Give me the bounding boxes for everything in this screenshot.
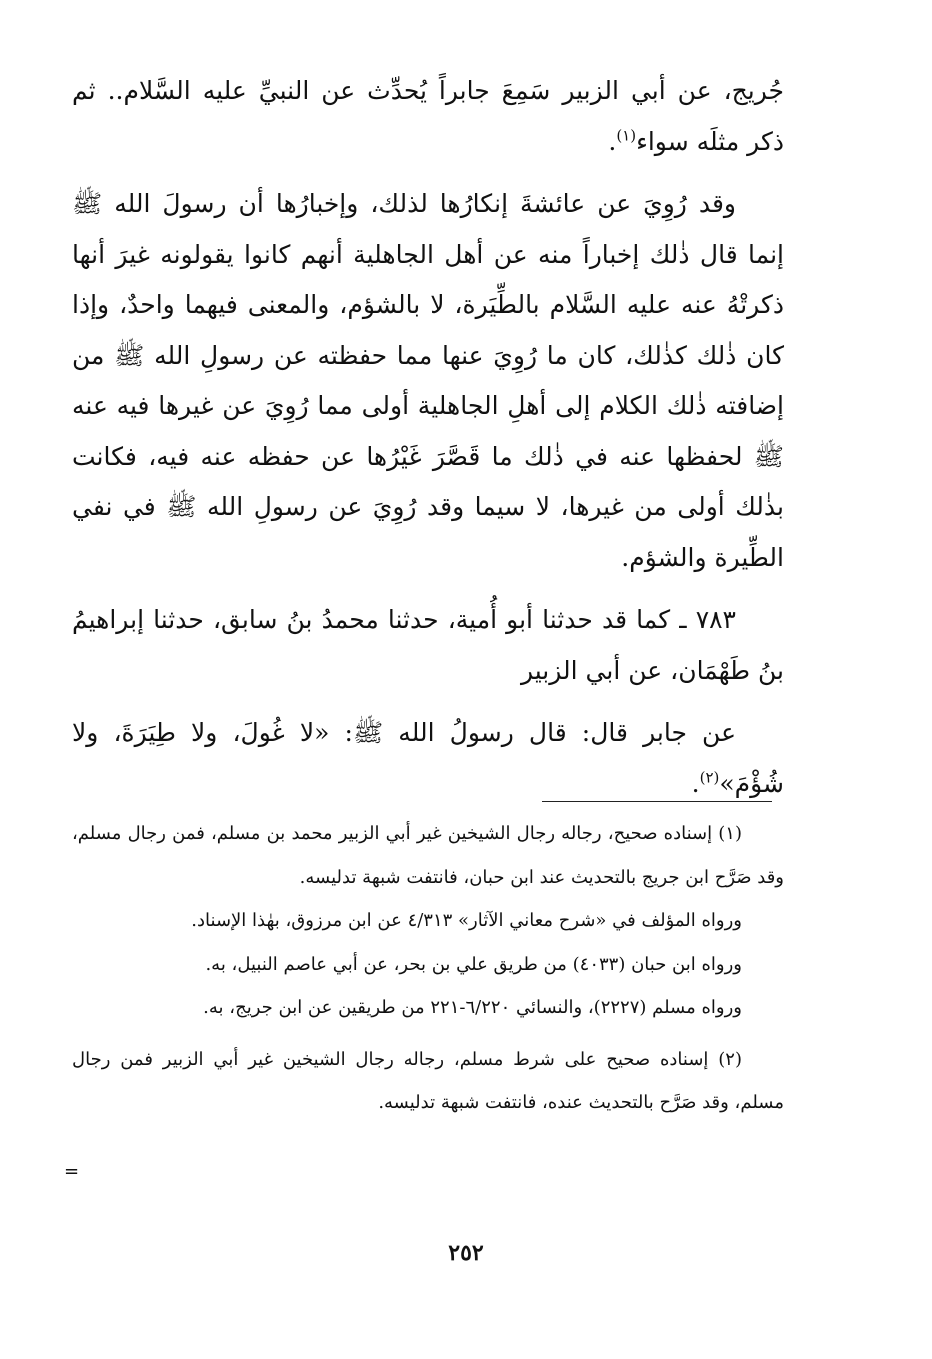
hadith-783-matn (72, 708, 784, 809)
footnote-1-line-4: ورواه مسلم (٢٢٢٧)، والنسائي ٦/٢٢٠-٢٢١ من طريقين عن ابن جريج، به. (203, 997, 742, 1018)
footnote-2: (٢) إسناده صحيح على شرط مسلم، رجاله رجال الشيخين غير أبي الزبير فمن رجال مسلم، وقد صَرَّح بالتحديث عنده، فانتفت شبهة تدليسه. (72, 1048, 784, 1113)
footnote-1-line-3: ورواه ابن حبان (٤٠٣٣) من طريق علي بن بحر، عن أبي عاصم النبيل، به. (205, 953, 742, 975)
hadith-783-matn-end: . (691, 768, 700, 798)
main-text (72, 66, 784, 809)
hadith-783-matn-text: عن جابر قال: قال رسولُ الله ﷺ: «لا غُولَ، ولا طِيَرَةَ، ولا شُؤْمَ» (72, 718, 784, 798)
paragraph-1-text: جُريج، عن أبي الزبير سَمِعَ جابراً يُحدِّث عن النبيِّ عليه السَّلام.. ثم ذكر مثلَه سواء (72, 76, 784, 156)
footnote-1: (١) إسناده صحيح، رجاله رجال الشيخين غير أبي الزبير محمد بن مسلم، فمن رجال مسلم، وقد صَرَّح ابن جريج بالتحديث عند ابن حبان، فانتفت شبهة تدليسه. (72, 823, 784, 888)
paragraph-1 (72, 66, 784, 167)
continuation-mark: = (64, 1161, 80, 1182)
footnote-1-line-2: ورواه المؤلف في «شرح معاني الآثار» ٤/٣١٣ عن ابن مرزوق، بهٰذا الإسناد. (191, 910, 742, 931)
paragraph-2: وقد رُوِيَ عن عائشةَ إنكارُها لذلك، وإخبارُها أن رسولَ الله ﷺ إنما قال ذٰلك إخباراً منه عن أهل الجاهلية أنهم كانوا يقولونه غيرَ أنها ذكرتْهُ عنه عليه السَّلام بالطِّيَرة، لا بالشؤم، والمعنى فيهما واحدٌ، وإذا كان ذٰلك كذٰلك، كان ما رُوِيَ عنها مما حفظته عن رسولِ الله ﷺ من إضافته ذٰلك الكلام إلى أهلِ الجاهلية أولى مما رُوِيَ عن غيرها فيه عنه ﷺ لحفظها عنه في ذٰلك ما قَصَّرَ غَيْرُها عن حفظه عنه فيه، فكانت بذٰلك أولى من غيرها، لا سيما وقد رُوِيَ عن رسولِ الله ﷺ في نفي الطِّيرة والشؤم. (72, 189, 784, 572)
footnote-ref-1: (١) (616, 126, 637, 145)
paragraph-1-end: . (608, 126, 617, 156)
footnote-separator (542, 801, 772, 802)
hadith-783-isnad: ٧٨٣ ـ كما قد حدثنا أبو أُمية، حدثنا محمدُ بنُ سابق، حدثنا إبراهيمُ بنُ طَهْمَان، عن أبي الزبير (72, 605, 784, 685)
page-number: ٢٥٢ (448, 1240, 484, 1266)
footnotes (72, 812, 784, 1125)
footnote-ref-2: (٢) (699, 768, 720, 787)
